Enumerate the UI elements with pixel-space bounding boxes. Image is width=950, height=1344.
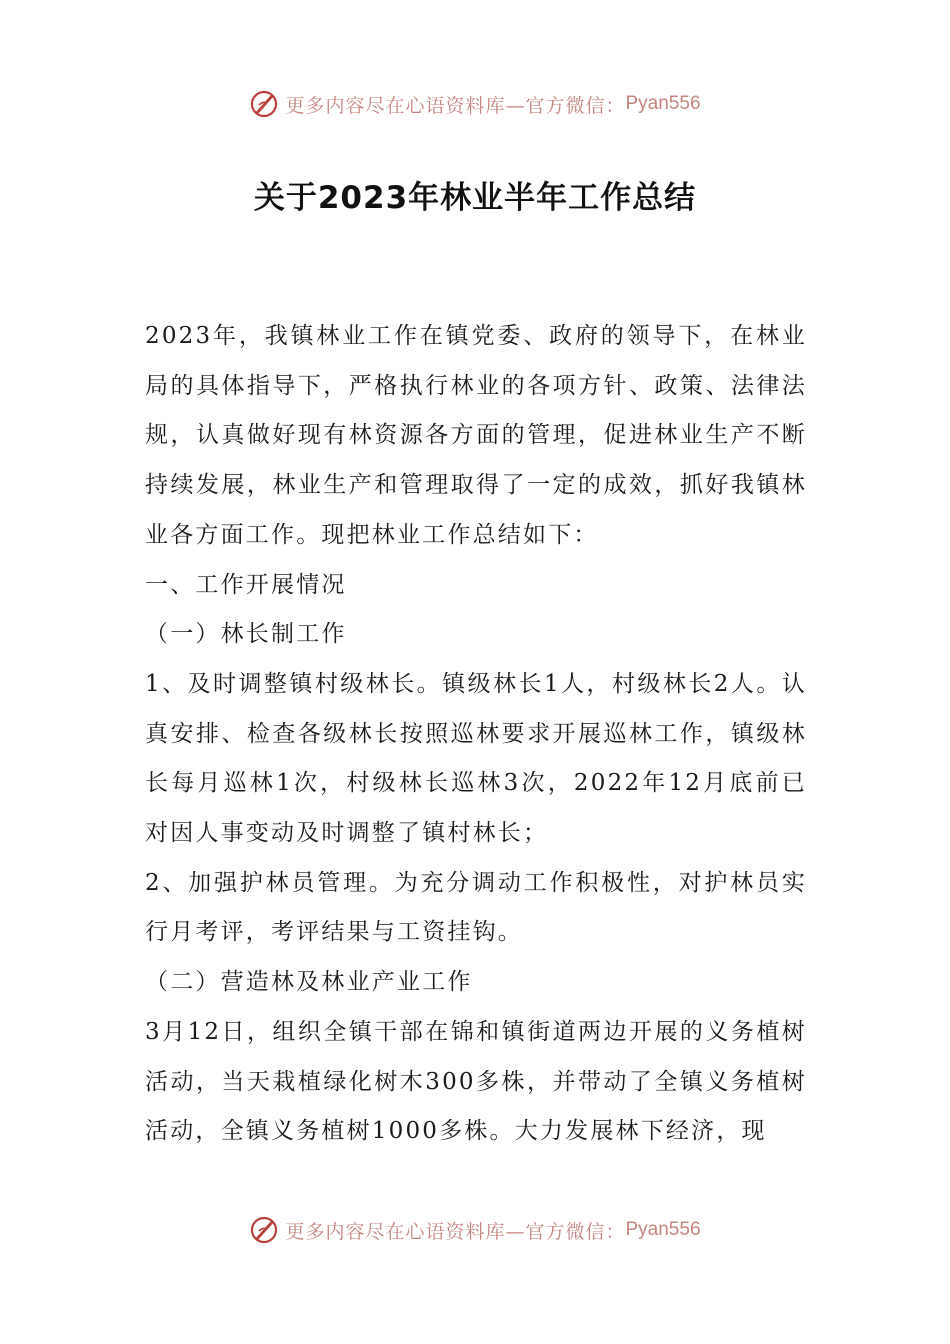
- subsection-heading: （一）林长制工作: [145, 621, 347, 648]
- section-heading: 一、工作开展情况: [145, 571, 347, 598]
- header-watermark: [0, 84, 950, 124]
- watermark-wechat-id: Pyan556: [625, 1219, 701, 1240]
- intro-paragraph: 2023年，我镇林业工作在镇党委、政府的领导下，在林业局的具体指导下，严格执行林业的各项方针、政策、法律法规，认真做好现有林资源各方面的管理，促进林业生产不断持续发展，林业生产和管理取得了一定的成效，抓好我镇林业各方面工作。现把林业工作总结如下：: [145, 323, 807, 548]
- body-paragraph: 1、及时调整镇村级林长。镇级林长1人，村级林长2人。认真安排、检查各级林长按照巡林要求开展巡林工作，镇级林长每月巡林1次，村级林长巡林3次，2022年12月底前已对因人事变动及时调整了镇村林长；: [145, 670, 807, 847]
- document-body: [145, 312, 807, 1157]
- watermark-text: 更多内容尽在心语资料库—官方微信：: [285, 1220, 626, 1243]
- body-paragraph: 2、加强护林员管理。为充分调动工作积极性，对护林员实行月考评，考评结果与工资挂钩。: [145, 869, 807, 946]
- quill-logo-icon: [249, 89, 279, 119]
- footer-watermark: [0, 1210, 950, 1250]
- quill-logo-icon: [249, 1215, 279, 1245]
- subsection-heading: （二）营造林及林业产业工作: [145, 969, 473, 996]
- watermark-wechat-id: Pyan556: [625, 93, 701, 114]
- document-title: 关于2023年林业半年工作总结: [253, 180, 697, 216]
- body-paragraph: 3月12日，组织全镇干部在锦和镇街道两边开展的义务植树活动，当天栽植绿化树木300多株，并带动了全镇义务植树活动，全镇义务植树1000多株。大力发展林下经济，现: [145, 1018, 807, 1145]
- watermark-text: 更多内容尽在心语资料库—官方微信：: [285, 94, 626, 117]
